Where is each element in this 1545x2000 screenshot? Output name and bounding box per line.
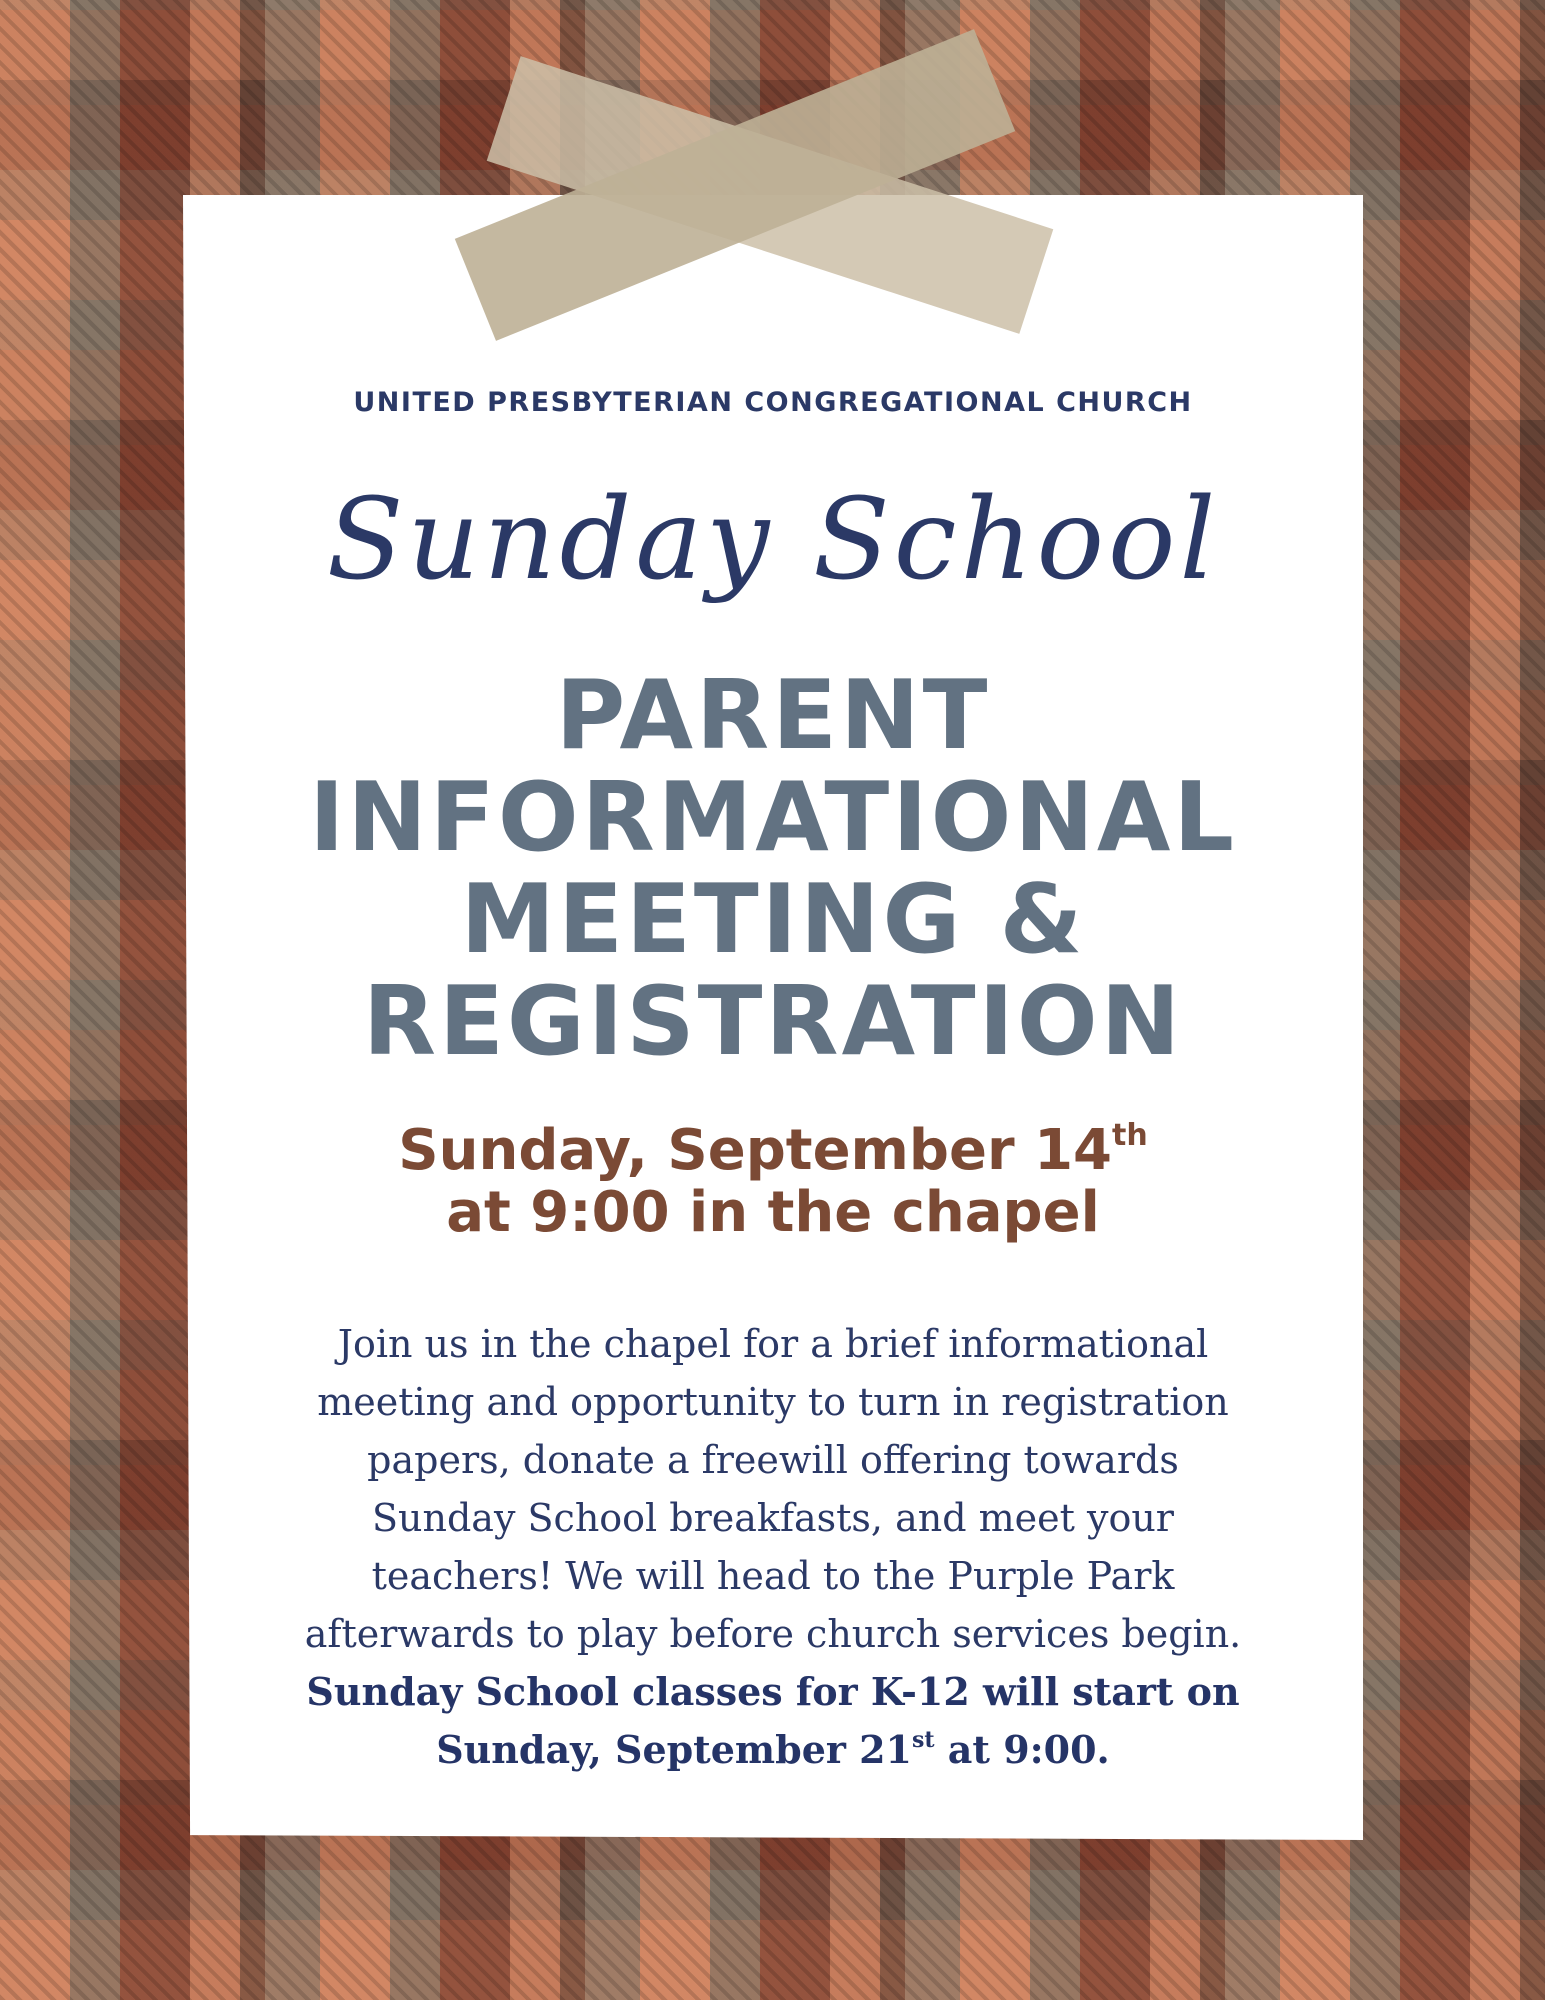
headline-line: PARENT: [555, 661, 991, 771]
description: [243, 1315, 1303, 1779]
classes-start-date: Sunday, September 21: [436, 1727, 913, 1772]
event-date-text: Sunday, September 14: [398, 1118, 1113, 1183]
organization-name: UNITED PRESBYTERIAN CONGREGATIONAL CHURCH: [353, 387, 1193, 418]
classes-notice-line: [243, 1721, 1303, 1779]
event-datetime: [183, 1120, 1363, 1244]
script-title: Sunday School: [326, 475, 1220, 605]
headline: [183, 661, 1363, 1077]
event-time-place: at 9:00 in the chapel: [446, 1180, 1100, 1245]
description-line: teachers! We will head to the Purple Park: [371, 1554, 1175, 1598]
headline-line: MEETING &: [460, 865, 1086, 975]
classes-notice-line: Sunday School classes for K-12 will start on: [306, 1669, 1240, 1714]
headline-line: INFORMATIONAL: [309, 763, 1237, 873]
headline-line: REGISTRATION: [362, 967, 1184, 1077]
event-date-suffix: th: [1112, 1118, 1148, 1153]
event-date: [183, 1120, 1363, 1182]
description-line: meeting and opportunity to turn in registration: [317, 1380, 1229, 1424]
classes-start-date-suffix: st: [912, 1727, 935, 1753]
description-line: afterwards to play before church services begin.: [304, 1612, 1242, 1656]
description-line: Join us in the chapel for a brief informational: [337, 1322, 1209, 1366]
description-line: Sunday School breakfasts, and meet your: [372, 1496, 1174, 1540]
classes-start-time: at 9:00.: [934, 1727, 1110, 1772]
description-line: papers, donate a freewill offering towards: [367, 1438, 1179, 1482]
